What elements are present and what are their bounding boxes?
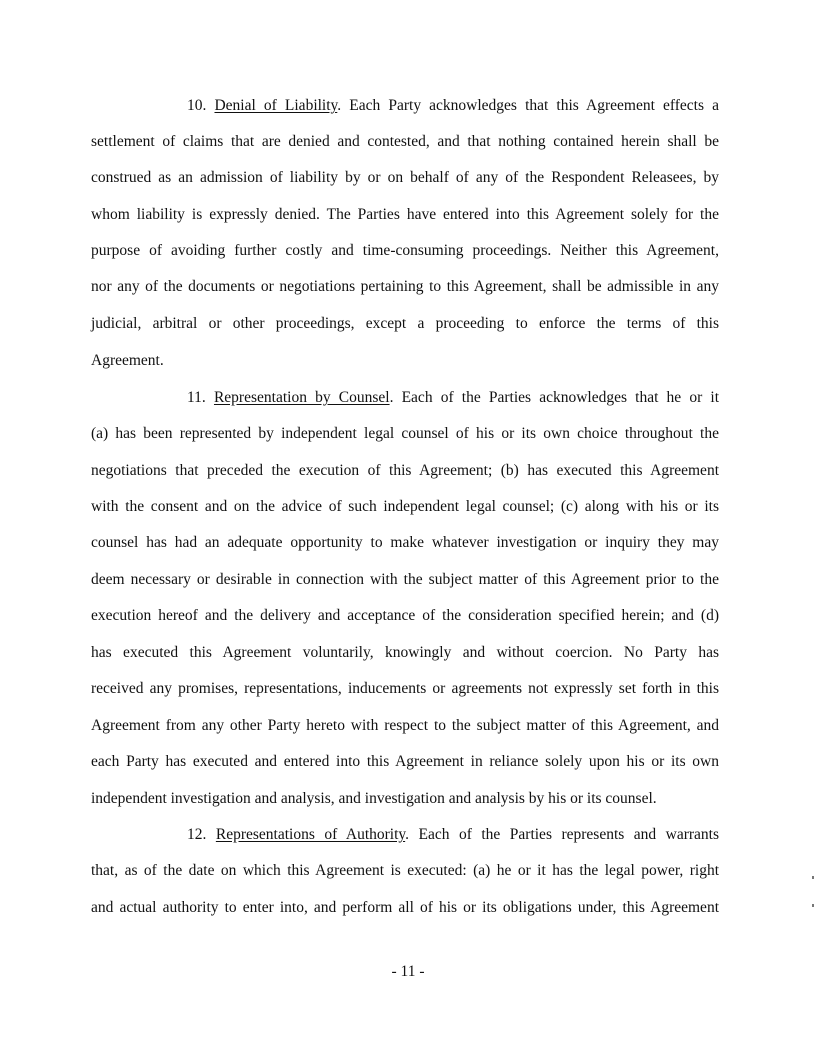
section-11-line-3: with the consent and on the advice of such independent legal counsel; (c) along with his or its — [91, 498, 719, 515]
scan-mark — [812, 904, 814, 907]
section-10-line-1: settlement of claims that are denied and contested, and that nothing contained herein shall be — [91, 133, 719, 150]
section-12-line-1: that, as of the date on which this Agreement is executed: (a) he or it has the legal power, right — [91, 862, 719, 879]
section-10-first-line — [187, 96, 719, 116]
section-12-lead-text: . Each of the Parties represents and warrants — [405, 826, 719, 843]
section-12-heading: Representations of Authority — [215, 826, 406, 843]
section-10-line-6: judicial, arbitral or other proceedings, except a proceeding to enforce the terms of this — [91, 315, 719, 332]
section-11-line-6: execution hereof and the delivery and acceptance of the consideration specified herein; and (d) — [91, 607, 719, 624]
section-10-line-3: whom liability is expressly denied. The Parties have entered into this Agreement solely for the — [91, 206, 719, 223]
section-11-line-1: (a) has been represented by independent legal counsel of his or its own choice throughout the — [91, 425, 719, 442]
scan-mark — [812, 876, 814, 879]
section-10-number: 10. — [187, 97, 207, 114]
section-11-line-9: Agreement from any other Party hereto with respect to the subject matter of this Agreement, and — [91, 717, 719, 734]
section-11-line-10: each Party has executed and entered into this Agreement in reliance solely upon his or its own — [91, 753, 719, 770]
section-11-line-5: deem necessary or desirable in connection with the subject matter of this Agreement prior to the — [91, 571, 719, 588]
section-10-lead-text: . Each Party acknowledges that this Agreement effects a — [337, 97, 720, 114]
section-10-heading: Denial of Liability — [214, 97, 338, 114]
section-10-line-2: construed as an admission of liability by or on behalf of any of the Respondent Releasees, by — [91, 169, 719, 186]
section-12-line-2: and actual authority to enter into, and perform all of his or its obligations under, this Agreement — [91, 899, 719, 916]
section-11-first-line — [187, 388, 719, 408]
section-11-line-8: received any promises, representations, inducements or agreements not expressly set forth in this — [91, 680, 719, 697]
section-11-line-4: counsel has had an adequate opportunity to make whatever investigation or inquiry they may — [91, 534, 719, 551]
section-10-line-4: purpose of avoiding further costly and time-consuming proceedings. Neither this Agreement, — [91, 242, 719, 259]
section-11-number: 11. — [187, 389, 206, 406]
section-10-line-5: nor any of the documents or negotiations pertaining to this Agreement, shall be admissible in any — [91, 278, 719, 295]
section-11-line-7: has executed this Agreement voluntarily, knowingly and without coercion. No Party has — [91, 644, 719, 661]
section-12-number: 12. — [187, 826, 207, 843]
section-10-line-7: Agreement. — [91, 352, 164, 369]
page-number: - 11 - — [391, 963, 425, 980]
section-11-heading: Representation by Counsel — [213, 389, 390, 406]
section-12-first-line — [187, 825, 719, 845]
section-11-line-11: independent investigation and analysis, and investigation and analysis by his or its counsel. — [91, 790, 657, 807]
section-11-lead-text: . Each of the Parties acknowledges that he or it — [389, 389, 720, 406]
section-11-line-2: negotiations that preceded the execution of this Agreement; (b) has executed this Agreement — [91, 462, 719, 479]
